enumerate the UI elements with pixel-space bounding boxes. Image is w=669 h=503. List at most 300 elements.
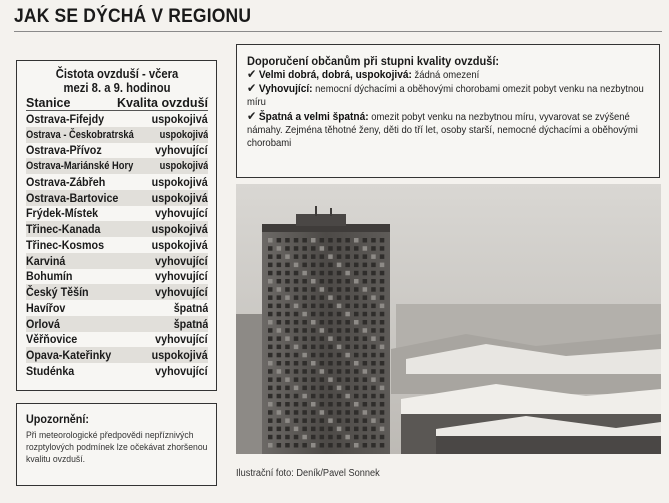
window-mark: [277, 238, 282, 243]
window-mark: [328, 402, 333, 407]
window-mark: [320, 410, 325, 415]
window-mark: [337, 345, 342, 350]
window-mark: [277, 287, 282, 292]
window-mark: [345, 353, 350, 358]
window-mark: [345, 410, 350, 415]
window-mark: [363, 312, 368, 317]
window-mark: [311, 410, 316, 415]
window-mark: [294, 295, 299, 300]
window-mark: [363, 418, 368, 423]
window-mark: [328, 418, 333, 423]
window-mark: [380, 353, 385, 358]
window-mark: [380, 279, 385, 284]
window-mark: [268, 443, 273, 448]
window-mark: [277, 345, 282, 350]
window-mark: [363, 304, 368, 309]
station-name: Věřňovice: [26, 332, 78, 347]
window-mark: [354, 410, 359, 415]
window-mark: [371, 386, 376, 391]
recommendations-box: [236, 44, 660, 178]
window-mark: [345, 279, 350, 284]
window-mark: [302, 410, 307, 415]
window-mark: [302, 386, 307, 391]
window-mark: [363, 254, 368, 259]
headline-rule: [14, 31, 662, 32]
window-mark: [380, 312, 385, 317]
window-mark: [285, 369, 290, 374]
window-mark: [354, 427, 359, 432]
window-mark: [363, 386, 368, 391]
window-mark: [337, 263, 342, 268]
air-quality-value: vyhovující: [155, 363, 208, 378]
window-mark: [328, 287, 333, 292]
window-mark: [380, 238, 385, 243]
table-row: [26, 300, 208, 316]
table-row: [26, 269, 208, 285]
window-mark: [363, 263, 368, 268]
window-mark: [285, 263, 290, 268]
window-mark: [277, 427, 282, 432]
window-mark: [285, 336, 290, 341]
window-mark: [371, 394, 376, 399]
recommendation-item: [247, 110, 652, 151]
window-mark: [380, 443, 385, 448]
window-mark: [302, 263, 307, 268]
window-mark: [294, 336, 299, 341]
window-mark: [285, 287, 290, 292]
window-mark: [380, 320, 385, 325]
window-mark: [363, 320, 368, 325]
window-mark: [294, 328, 299, 333]
window-mark: [277, 394, 282, 399]
window-mark: [320, 320, 325, 325]
window-mark: [380, 271, 385, 276]
window-mark: [285, 320, 290, 325]
window-mark: [320, 443, 325, 448]
window-mark: [277, 312, 282, 317]
window-mark: [337, 386, 342, 391]
window-mark: [268, 295, 273, 300]
window-mark: [337, 435, 342, 440]
window-mark: [320, 402, 325, 407]
window-mark: [337, 410, 342, 415]
window-mark: [320, 386, 325, 391]
window-mark: [302, 394, 307, 399]
window-mark: [311, 254, 316, 259]
window-mark: [294, 254, 299, 259]
table-row: [26, 284, 208, 300]
window-mark: [345, 394, 350, 399]
recommendation-text: nemocní dýchacími a oběhovými chorobami omezit pobyt venku na nezbytnou míru: [247, 84, 644, 109]
window-mark: [320, 287, 325, 292]
station-name: Havířov: [26, 300, 66, 315]
table-row: [26, 221, 208, 237]
window-mark: [294, 353, 299, 358]
window-mark: [311, 295, 316, 300]
window-mark: [277, 361, 282, 366]
window-mark: [277, 263, 282, 268]
station-name: Orlová: [26, 316, 60, 331]
window-mark: [311, 443, 316, 448]
window-mark: [320, 369, 325, 374]
window-mark: [285, 295, 290, 300]
window-mark: [354, 418, 359, 423]
window-mark: [285, 279, 290, 284]
window-mark: [302, 443, 307, 448]
window-mark: [320, 295, 325, 300]
window-mark: [345, 295, 350, 300]
window-mark: [354, 320, 359, 325]
air-quality-value: vyhovující: [155, 285, 208, 300]
window-mark: [302, 238, 307, 243]
station-name: Studénka: [26, 363, 75, 378]
window-mark: [380, 427, 385, 432]
window-mark: [268, 353, 273, 358]
table-row: [26, 190, 208, 206]
table-row: [26, 363, 208, 379]
window-mark: [371, 287, 376, 292]
window-mark: [277, 336, 282, 341]
recommendation-label: Velmi dobrá, dobrá, uspokojivá:: [258, 69, 412, 81]
window-mark: [337, 369, 342, 374]
table-caption-line2: mezi 8. a 9. hodinou: [63, 81, 171, 95]
window-mark: [363, 353, 368, 358]
window-mark: [363, 238, 368, 243]
window-mark: [371, 263, 376, 268]
window-mark: [354, 246, 359, 251]
window-mark: [371, 279, 376, 284]
window-mark: [320, 254, 325, 259]
window-mark: [328, 254, 333, 259]
window-mark: [294, 443, 299, 448]
station-name: Ostrava-Přívoz: [26, 143, 102, 158]
window-mark: [345, 345, 350, 350]
table-row: [26, 347, 208, 363]
recommendations-title: Doporučení občanům při stupni kvality ovzduší:: [247, 54, 500, 68]
window-mark: [328, 263, 333, 268]
window-mark: [371, 435, 376, 440]
window-mark: [311, 386, 316, 391]
window-mark: [345, 435, 350, 440]
window-mark: [320, 377, 325, 382]
window-mark: [302, 304, 307, 309]
window-mark: [363, 435, 368, 440]
window-mark: [363, 361, 368, 366]
window-mark: [285, 394, 290, 399]
air-quality-value: špatná: [173, 300, 208, 315]
window-mark: [337, 254, 342, 259]
window-mark: [285, 246, 290, 251]
window-mark: [345, 271, 350, 276]
window-mark: [345, 263, 350, 268]
window-mark: [268, 369, 273, 374]
window-mark: [268, 254, 273, 259]
window-mark: [320, 394, 325, 399]
window-mark: [328, 279, 333, 284]
window-mark: [268, 246, 273, 251]
window-mark: [371, 377, 376, 382]
window-mark: [285, 443, 290, 448]
window-mark: [345, 336, 350, 341]
window-mark: [302, 336, 307, 341]
window-mark: [328, 336, 333, 341]
window-mark: [320, 263, 325, 268]
window-mark: [380, 345, 385, 350]
window-mark: [268, 304, 273, 309]
window-mark: [363, 295, 368, 300]
window-mark: [371, 353, 376, 358]
window-mark: [277, 443, 282, 448]
window-mark: [302, 345, 307, 350]
window-mark: [363, 427, 368, 432]
window-mark: [320, 312, 325, 317]
window-mark: [294, 386, 299, 391]
window-mark: [294, 345, 299, 350]
air-quality-value: vyhovující: [155, 253, 208, 268]
window-mark: [268, 402, 273, 407]
window-mark: [277, 295, 282, 300]
window-mark: [380, 435, 385, 440]
window-mark: [302, 287, 307, 292]
window-mark: [320, 361, 325, 366]
window-mark: [328, 271, 333, 276]
window-mark: [354, 386, 359, 391]
window-mark: [320, 304, 325, 309]
window-mark: [345, 304, 350, 309]
window-mark: [285, 377, 290, 382]
window-mark: [371, 369, 376, 374]
air-quality-value: uspokojivá: [151, 348, 208, 363]
window-mark: [337, 320, 342, 325]
window-mark: [285, 238, 290, 243]
window-mark: [302, 279, 307, 284]
air-quality-value: uspokojivá: [151, 111, 208, 126]
window-mark: [345, 427, 350, 432]
window-mark: [268, 320, 273, 325]
window-mark: [380, 246, 385, 251]
window-mark: [268, 279, 273, 284]
window-mark: [371, 410, 376, 415]
air-quality-value: uspokojivá: [151, 222, 208, 237]
warning-title: Upozornění:: [26, 412, 89, 426]
station-name: Opava-Kateřinky: [26, 348, 112, 363]
window-mark: [363, 336, 368, 341]
window-mark: [311, 427, 316, 432]
window-mark: [328, 394, 333, 399]
window-mark: [268, 427, 273, 432]
window-mark: [277, 353, 282, 358]
recommendation-item: [247, 68, 652, 82]
window-mark: [354, 402, 359, 407]
city-smog-photo: [236, 184, 661, 454]
window-mark: [285, 254, 290, 259]
air-quality-value: uspokojivá: [159, 128, 208, 141]
window-mark: [294, 402, 299, 407]
window-mark: [294, 427, 299, 432]
column-header-station: Stanice: [26, 96, 71, 110]
window-mark: [371, 246, 376, 251]
window-mark: [363, 287, 368, 292]
window-mark: [294, 394, 299, 399]
window-mark: [354, 394, 359, 399]
window-mark: [302, 353, 307, 358]
window-mark: [345, 402, 350, 407]
window-mark: [294, 279, 299, 284]
window-mark: [337, 271, 342, 276]
window-mark: [380, 402, 385, 407]
air-quality-value: vyhovující: [155, 143, 208, 158]
window-mark: [320, 279, 325, 284]
station-name: Třinec-Kosmos: [26, 237, 105, 252]
window-mark: [277, 386, 282, 391]
window-mark: [371, 328, 376, 333]
window-mark: [268, 263, 273, 268]
air-quality-value: uspokojivá: [151, 190, 208, 205]
window-mark: [371, 254, 376, 259]
window-mark: [268, 345, 273, 350]
window-mark: [294, 418, 299, 423]
window-mark: [345, 246, 350, 251]
window-mark: [277, 320, 282, 325]
window-mark: [294, 312, 299, 317]
window-mark: [328, 353, 333, 358]
window-mark: [354, 263, 359, 268]
window-mark: [268, 361, 273, 366]
window-mark: [328, 345, 333, 350]
window-mark: [363, 345, 368, 350]
window-mark: [311, 418, 316, 423]
window-mark: [380, 336, 385, 341]
recommendation-label: Vyhovující:: [258, 83, 313, 96]
table-row: [26, 253, 208, 269]
window-mark: [285, 402, 290, 407]
window-mark: [277, 435, 282, 440]
window-mark: [294, 377, 299, 382]
table-row: [26, 206, 208, 222]
window-mark: [371, 345, 376, 350]
photo-illustration: [236, 184, 661, 454]
window-mark: [294, 435, 299, 440]
window-mark: [302, 418, 307, 423]
window-mark: [294, 410, 299, 415]
window-mark: [337, 287, 342, 292]
window-mark: [363, 443, 368, 448]
window-mark: [302, 312, 307, 317]
window-mark: [354, 336, 359, 341]
window-mark: [380, 304, 385, 309]
window-mark: [277, 304, 282, 309]
table-row: [26, 158, 208, 174]
window-mark: [345, 328, 350, 333]
window-mark: [311, 402, 316, 407]
air-quality-value: uspokojivá: [151, 237, 208, 252]
window-mark: [285, 386, 290, 391]
table-row: [26, 174, 208, 190]
table-body: [26, 111, 208, 379]
window-mark: [268, 394, 273, 399]
window-mark: [268, 328, 273, 333]
window-mark: [268, 271, 273, 276]
station-name: Karviná: [26, 253, 66, 268]
window-mark: [320, 435, 325, 440]
window-mark: [302, 254, 307, 259]
window-mark: [285, 328, 290, 333]
window-mark: [337, 295, 342, 300]
window-mark: [354, 287, 359, 292]
window-mark: [380, 263, 385, 268]
window-mark: [380, 361, 385, 366]
window-mark: [328, 328, 333, 333]
recommendation-item: [247, 82, 652, 109]
station-name: Ostrava - Českobratrská: [26, 128, 134, 141]
window-mark: [311, 287, 316, 292]
window-mark: [294, 263, 299, 268]
window-mark: [380, 377, 385, 382]
window-mark: [354, 353, 359, 358]
window-mark: [345, 361, 350, 366]
window-mark: [371, 402, 376, 407]
window-mark: [285, 435, 290, 440]
window-mark: [328, 295, 333, 300]
window-mark: [371, 295, 376, 300]
window-mark: [354, 369, 359, 374]
window-mark: [311, 263, 316, 268]
window-mark: [345, 443, 350, 448]
window-mark: [328, 320, 333, 325]
window-mark: [345, 418, 350, 423]
window-mark: [277, 410, 282, 415]
window-mark: [354, 361, 359, 366]
window-mark: [294, 304, 299, 309]
window-mark: [354, 295, 359, 300]
window-mark: [380, 369, 385, 374]
window-mark: [345, 287, 350, 292]
window-mark: [311, 238, 316, 243]
window-mark: [277, 418, 282, 423]
window-mark: [337, 279, 342, 284]
window-mark: [320, 418, 325, 423]
photo-caption: Ilustrační foto: Deník/Pavel Sonnek: [236, 468, 380, 479]
window-mark: [285, 304, 290, 309]
window-mark: [268, 287, 273, 292]
window-mark: [328, 304, 333, 309]
window-mark: [371, 312, 376, 317]
window-mark: [363, 279, 368, 284]
window-mark: [337, 312, 342, 317]
window-mark: [302, 361, 307, 366]
window-mark: [354, 377, 359, 382]
window-mark: [371, 418, 376, 423]
table-caption-line1: Čistota ovzduší - včera: [55, 67, 179, 81]
window-mark: [294, 246, 299, 251]
window-mark: [380, 394, 385, 399]
window-mark: [294, 287, 299, 292]
window-mark: [328, 435, 333, 440]
window-mark: [337, 246, 342, 251]
window-mark: [311, 279, 316, 284]
checkmark-icon: ✔: [247, 81, 257, 96]
window-mark: [285, 427, 290, 432]
warning-text: Při meteorologické předpovědi nepříznivých rozptylových podmínek lze očekávat zhoršenou kvalitu ovzduší.: [26, 430, 208, 465]
window-mark: [277, 402, 282, 407]
window-mark: [268, 435, 273, 440]
window-mark: [363, 246, 368, 251]
station-name: Český Těšín: [26, 285, 89, 300]
window-mark: [363, 369, 368, 374]
window-mark: [302, 435, 307, 440]
window-mark: [302, 246, 307, 251]
window-mark: [285, 361, 290, 366]
